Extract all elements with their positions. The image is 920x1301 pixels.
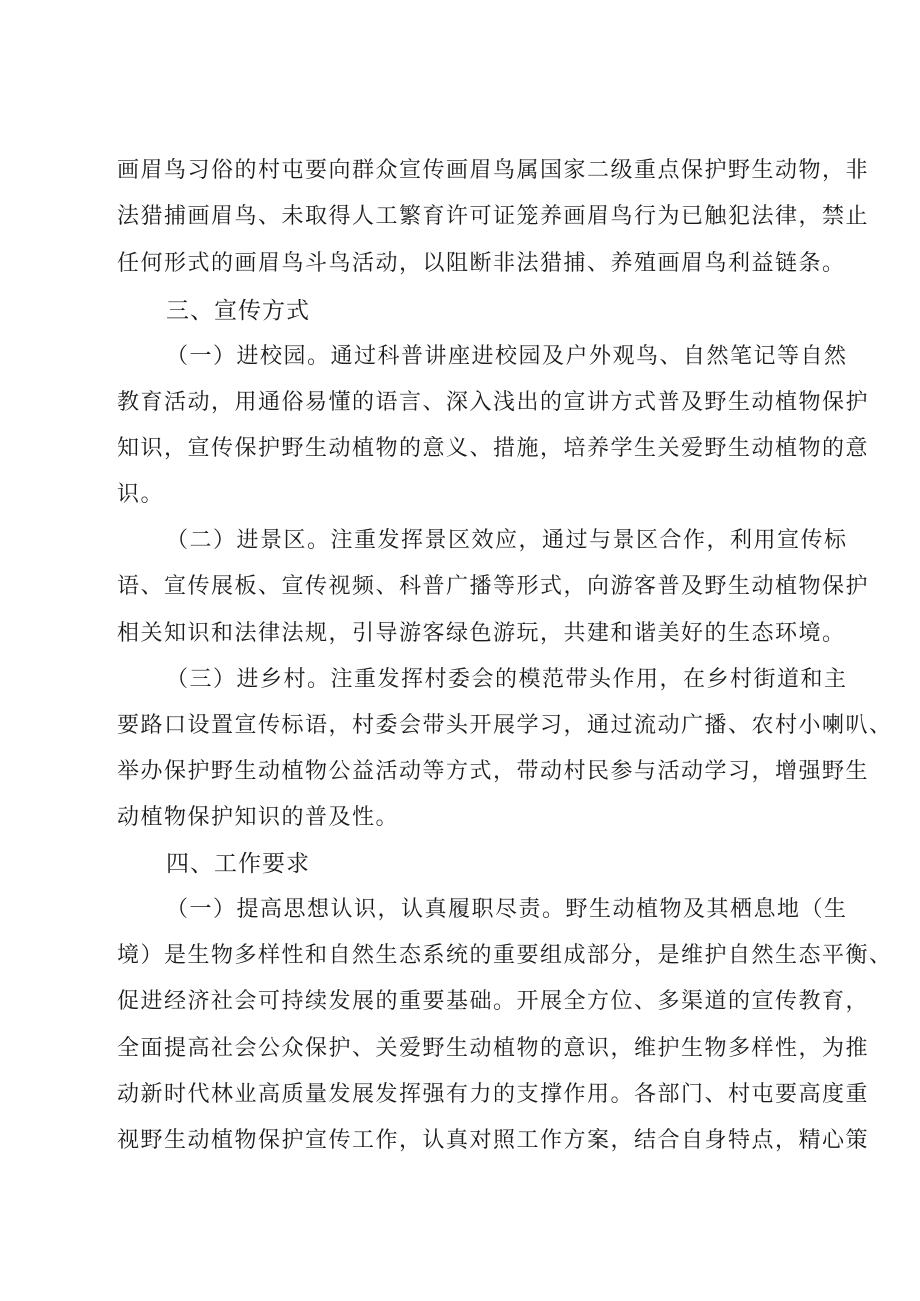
section-heading-3: 三、宣传方式 xyxy=(166,298,310,324)
s3p3-line-4: 动植物保护知识的普及性。 xyxy=(117,805,400,830)
s3p2-line-1: （二）进景区。注重发挥景区效应，通过与景区合作，利用宣传标 xyxy=(166,528,848,553)
section-heading-4: 四、工作要求 xyxy=(166,851,310,877)
s3p2-line-2: 语、宣传展板、宣传视频、科普广播等形式，向游客普及野生动植物保护 xyxy=(117,574,870,599)
s3p1-line-3: 知识，宣传保护野生动植物的意义、措施，培养学生关爱野生动植物的意 xyxy=(117,436,870,461)
intro-line-2: 法猎捕画眉鸟、未取得人工繁育许可证笼养画眉鸟行为已触犯法律，禁止 xyxy=(117,204,870,229)
s3p1-line-4: 识。 xyxy=(117,482,165,507)
s3p3-line-2: 要路口设置宣传标语，村委会带头开展学习，通过流动广播、农村小喇叭、 xyxy=(117,713,893,738)
s4p1-line-2: 境）是生物多样性和自然生态系统的重要组成部分，是维护自然生态平衡、 xyxy=(117,943,893,968)
intro-line-3: 任何形式的画眉鸟斗鸟活动，以阻断非法猎捕、养殖画眉鸟利益链条。 xyxy=(117,251,846,276)
intro-line-1: 画眉鸟习俗的村屯要向群众宣传画眉鸟属国家二级重点保护野生动物，非 xyxy=(117,158,870,183)
s4p1-line-1: （一）提高思想认识，认真履职尽责。野生动植物及其栖息地（生 xyxy=(166,897,848,922)
s3p3-line-1: （三）进乡村。注重发挥村委会的模范带头作用，在乡村街道和主 xyxy=(166,667,848,692)
s4p1-line-3: 促进经济社会可持续发展的重要基础。开展全方位、多渠道的宣传教育， xyxy=(117,989,870,1014)
s4p1-line-6: 视野生动植物保护宣传工作，认真对照工作方案，结合自身特点，精心策 xyxy=(117,1128,870,1153)
s3p1-line-1: （一）进校园。通过科普讲座进校园及户外观鸟、自然笔记等自然 xyxy=(166,344,848,369)
s3p3-line-3: 举办保护野生动植物公益活动等方式，带动村民参与活动学习，增强野生 xyxy=(117,759,870,784)
s4p1-line-5: 动新时代林业高质量发展发挥强有力的支撑作用。各部门、村屯要高度重 xyxy=(117,1082,870,1107)
s3p2-line-3: 相关知识和法律法规，引导游客绿色游玩，共建和谐美好的生态环境。 xyxy=(117,621,846,646)
s4p1-line-4: 全面提高社会公众保护、关爱野生动植物的意识，维护生物多样性，为推 xyxy=(117,1036,870,1061)
s3p1-line-2: 教育活动，用通俗易懂的语言、深入浅出的宣讲方式普及野生动植物保护 xyxy=(117,390,870,415)
